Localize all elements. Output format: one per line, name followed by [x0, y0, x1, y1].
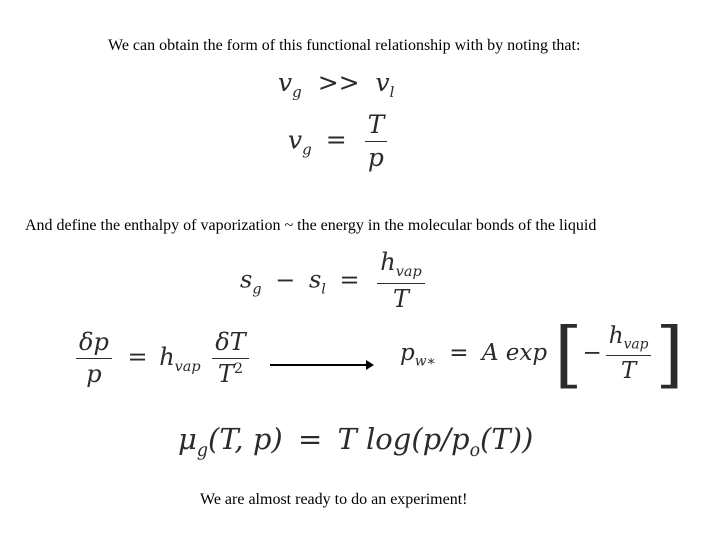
eq6-log: log	[366, 422, 412, 456]
eq5-exp: exp	[505, 340, 548, 366]
eq1-rhs: v	[375, 68, 390, 97]
eq5-right-bracket: ]	[655, 312, 684, 396]
eq4-operator: =	[127, 343, 148, 372]
equation-vg-equals-t-over-p	[288, 112, 391, 172]
eq6-args: (T, p)	[208, 422, 283, 456]
eq5-minus: −	[582, 340, 602, 366]
eq3-minus: −	[275, 265, 296, 294]
equation-clausius-clapeyron-differential	[72, 330, 253, 387]
eq2-denominator: p	[367, 143, 384, 173]
eq3-operator: =	[339, 265, 360, 294]
eq1-operator: >>	[317, 68, 360, 97]
eq3-sg: s	[240, 265, 253, 294]
eq4-numerator-left: δp	[79, 328, 109, 356]
intro-text: We can obtain the form of this functional relationship with by noting that:	[108, 37, 581, 54]
eq2-numerator: T	[367, 110, 385, 139]
eq4-fraction-right	[212, 330, 248, 387]
right-arrow-icon	[270, 364, 372, 366]
eq1-lhs: v	[278, 68, 293, 97]
equation-vapor-pressure-exponential	[400, 312, 684, 396]
eq2-lhs: v	[288, 125, 303, 155]
eq3-sg-sub: g	[252, 281, 262, 298]
eq3-sl: s	[308, 265, 322, 294]
eq6-T: T	[337, 422, 357, 456]
eq3-fraction	[377, 250, 424, 312]
eq4-numerator-right: δT	[215, 328, 246, 356]
eq5-fraction	[606, 324, 652, 383]
define-text: And define the enthalpy of vaporization ~ the energy in the molecular bonds of the liquid	[25, 217, 597, 234]
eq4-denominator-right: T	[217, 360, 234, 389]
eq4-h: h	[159, 343, 175, 372]
eq5-A: A	[481, 340, 499, 366]
eq4-denominator-left: p	[86, 360, 102, 389]
equation-vg-much-greater-vl	[278, 68, 394, 101]
eq6-mu: μ	[178, 422, 197, 456]
eq6-arg: (p/p	[411, 422, 470, 456]
eq5-denominator: T	[620, 358, 637, 385]
eq3-sl-sub: l	[321, 281, 326, 298]
eq2-fraction	[365, 112, 388, 172]
eq3-numerator: h	[380, 248, 396, 276]
eq5-operator: =	[449, 340, 469, 366]
eq2-lhs-sub: g	[302, 140, 312, 159]
closing-text: We are almost ready to do an experiment!	[200, 491, 468, 508]
eq4-h-sub: vap	[174, 358, 201, 375]
eq4-fraction-left	[76, 330, 112, 387]
eq6-arg-sub: o	[469, 440, 481, 461]
eq1-rhs-sub: l	[389, 83, 395, 101]
eq6-tail: (T))	[480, 422, 534, 456]
eq6-operator: =	[297, 422, 323, 456]
eq5-numerator: h	[608, 323, 624, 350]
eq2-operator: =	[325, 125, 347, 155]
equation-entropy-difference	[240, 250, 429, 312]
eq5-left-bracket: [	[554, 312, 583, 396]
eq1-lhs-sub: g	[292, 83, 302, 101]
eq4-denominator-sup: 2	[233, 361, 244, 378]
eq3-numerator-sub: vap	[395, 263, 422, 280]
equation-chemical-potential	[178, 422, 533, 461]
eq5-numerator-sub: vap	[623, 336, 649, 353]
eq6-mu-sub: g	[196, 440, 208, 461]
eq5-p: p	[400, 340, 415, 366]
eq5-p-sub: w∗	[414, 353, 436, 370]
eq3-denominator: T	[392, 284, 409, 313]
